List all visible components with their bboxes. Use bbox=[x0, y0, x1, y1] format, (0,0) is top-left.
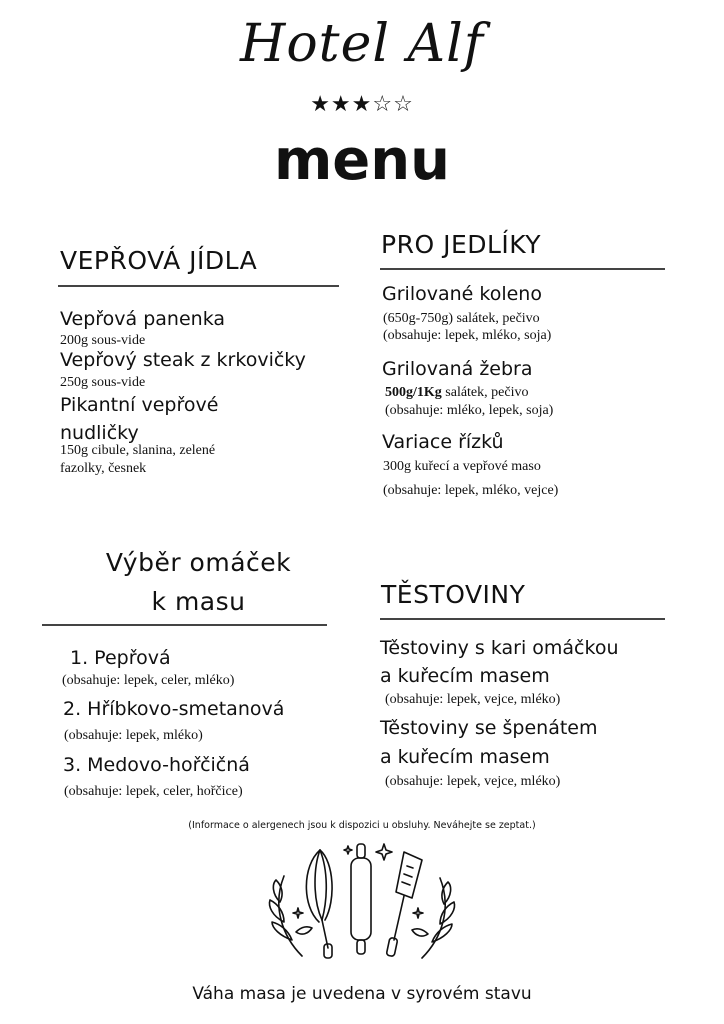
dish-name: Grilované koleno bbox=[382, 283, 542, 305]
dish-name: Grilovaná žebra bbox=[382, 358, 533, 380]
dish-allergens: (obsahuje: mléko, lepek, soja) bbox=[385, 403, 554, 418]
section-title-veprova: VEPŘOVÁ JÍDLA bbox=[60, 246, 258, 275]
section-title-omacky: k masu bbox=[151, 587, 246, 616]
dish-detail: 200g sous-vide bbox=[60, 333, 146, 348]
hotel-logo: Hotel Alf bbox=[240, 14, 484, 74]
rolling-pin-icon bbox=[351, 844, 371, 954]
section-divider bbox=[380, 618, 665, 620]
sauce-allergens: (obsahuje: lepek, celer, mléko) bbox=[62, 673, 235, 688]
pasta-name: a kuřecím masem bbox=[380, 665, 550, 687]
dish-detail: 150g cibule, slanina, zelené bbox=[60, 443, 216, 458]
section-title-omacky: Výběr omáček bbox=[105, 548, 292, 577]
dish-detail: fazolky, česnek bbox=[60, 461, 147, 476]
sauce-name: 1. Pepřová bbox=[70, 647, 171, 669]
section-divider bbox=[380, 268, 665, 270]
section-title-testoviny: TĚSTOVINY bbox=[381, 580, 526, 609]
dish-name: Pikantní vepřové bbox=[60, 394, 219, 416]
kitchen-illustration bbox=[262, 836, 462, 966]
section-divider bbox=[42, 624, 327, 626]
dish-weight: 500g/1Kg bbox=[385, 385, 442, 400]
whisk-icon bbox=[306, 850, 332, 958]
stars-empty-icon: ☆☆ bbox=[372, 92, 414, 117]
star-rating bbox=[0, 92, 724, 117]
dish-sides: salátek, pečivo bbox=[441, 385, 529, 400]
dish-name: nudličky bbox=[60, 422, 139, 444]
pasta-name: Těstoviny se špenátem bbox=[380, 717, 598, 739]
sauce-name: 2. Hříbkovo-smetanová bbox=[63, 698, 285, 720]
spatula-icon bbox=[386, 852, 422, 957]
sauce-allergens: (obsahuje: lepek, mléko) bbox=[64, 728, 203, 743]
menu-title: menu bbox=[273, 128, 451, 193]
pasta-name: a kuřecím masem bbox=[380, 746, 550, 768]
sauce-name: 3. Medovo-hořčičná bbox=[63, 754, 250, 776]
dish-detail: 250g sous-vide bbox=[60, 375, 146, 390]
sauce-allergens: (obsahuje: lepek, celer, hořčice) bbox=[64, 784, 243, 799]
dish-allergens: (obsahuje: lepek, mléko, soja) bbox=[383, 328, 552, 343]
dish-name: Vepřový steak z krkovičky bbox=[60, 349, 306, 371]
dish-detail: 300g kuřecí a vepřové maso bbox=[383, 459, 541, 474]
pasta-allergens: (obsahuje: lepek, vejce, mléko) bbox=[385, 774, 561, 789]
section-divider bbox=[58, 285, 339, 287]
allergen-info-note: (Informace o alergenech jsou k dispozici u obsluhy. Neváhejte se zeptat.) bbox=[188, 820, 536, 831]
dish-detail bbox=[385, 383, 528, 402]
weight-note: Váha masa je uvedena v syrovém stavu bbox=[192, 984, 532, 1004]
dish-name: Variace řízků bbox=[382, 431, 504, 453]
pasta-name: Těstoviny s kari omáčkou bbox=[380, 637, 619, 659]
dish-name: Vepřová panenka bbox=[60, 308, 226, 330]
stars-filled-icon: ★★★ bbox=[310, 92, 373, 117]
section-title-pro-jedliky: PRO JEDLÍKY bbox=[381, 230, 542, 259]
dish-allergens: (obsahuje: lepek, mléko, vejce) bbox=[383, 483, 559, 498]
dish-detail: (650g-750g) salátek, pečivo bbox=[383, 311, 540, 326]
pasta-allergens: (obsahuje: lepek, vejce, mléko) bbox=[385, 692, 561, 707]
